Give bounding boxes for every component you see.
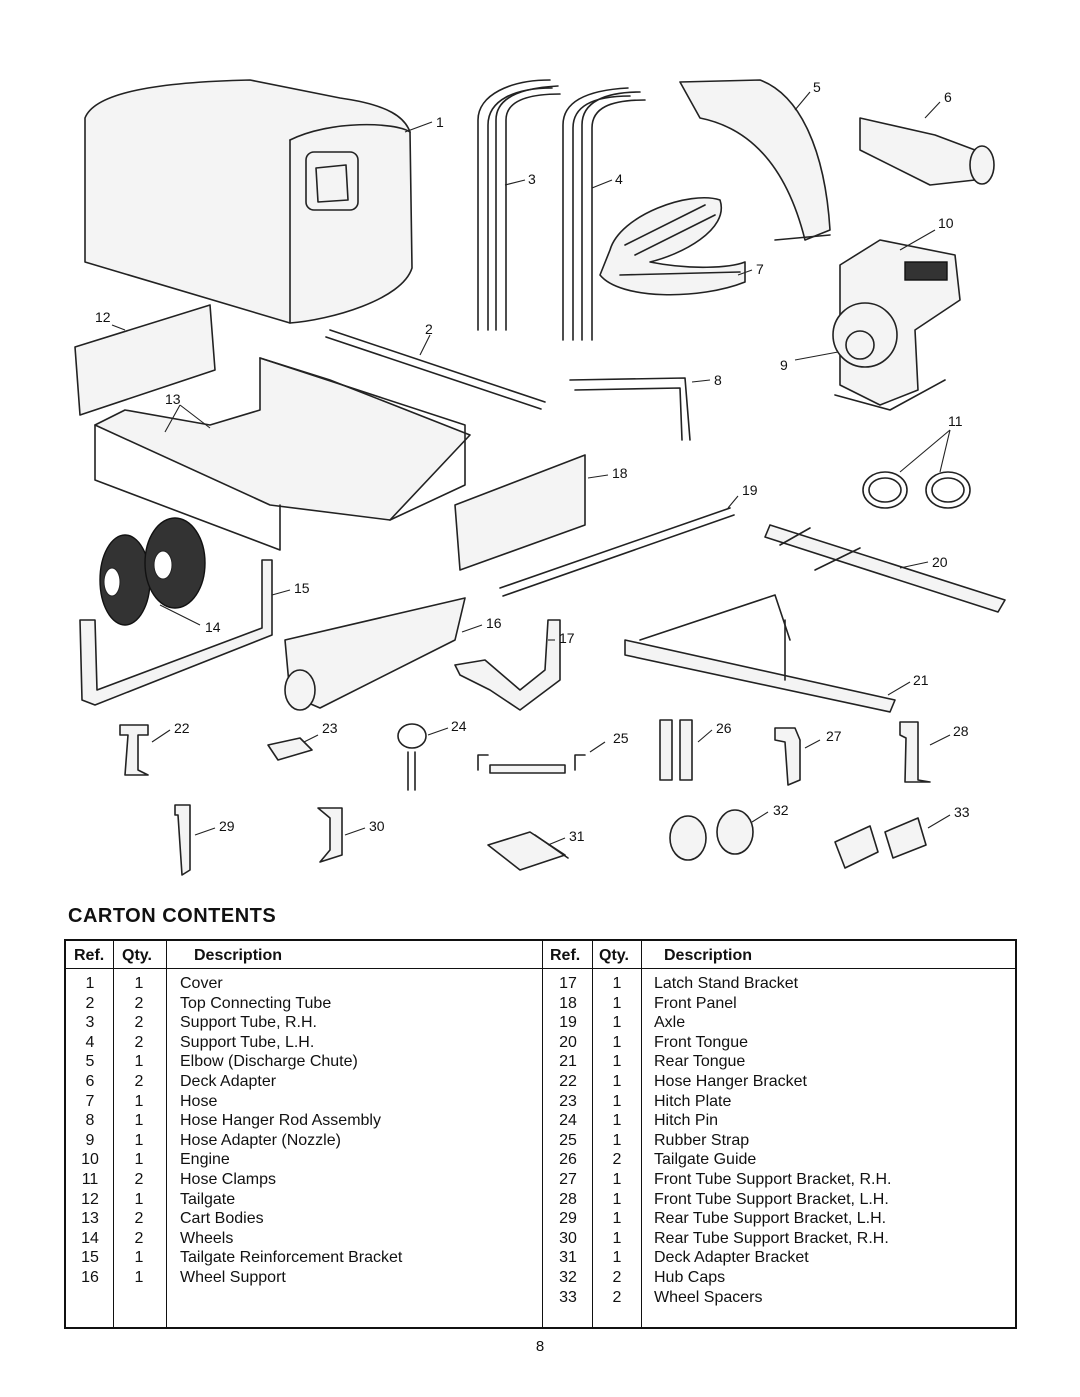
qty-cell: 2 — [134, 1072, 144, 1090]
description-cell: Deck Adapter — [180, 1072, 277, 1090]
callout-8: 8 — [714, 372, 722, 388]
header-rule — [66, 968, 1015, 969]
description-cell: Tailgate — [180, 1190, 236, 1208]
part-tailgate-guide — [660, 720, 692, 780]
description-cell: Hose Hanger Bracket — [654, 1072, 807, 1090]
ref-cell: 6 — [85, 1072, 95, 1090]
part-hitch-pin — [398, 724, 426, 790]
ref-cell: 27 — [559, 1170, 577, 1188]
callout-23: 23 — [322, 720, 338, 736]
description-cell: Hose Adapter (Nozzle) — [180, 1131, 341, 1149]
part-front-tongue — [765, 525, 1005, 612]
description-cell: Support Tube, L.H. — [180, 1033, 315, 1051]
ref-cell: 31 — [559, 1249, 577, 1267]
ref-cell: 28 — [559, 1190, 577, 1208]
part-cover — [85, 80, 412, 323]
description-column-right — [654, 974, 1009, 1307]
qty-cell: 1 — [134, 1092, 144, 1110]
qty-cell: 1 — [612, 994, 622, 1012]
qty-cell: 2 — [134, 1170, 144, 1188]
description-cell: Front Tube Support Bracket, R.H. — [654, 1170, 892, 1188]
part-rear-tube-bracket-rh — [318, 808, 342, 862]
part-front-tube-bracket-rh — [775, 728, 800, 785]
ref-cell: 4 — [85, 1033, 95, 1051]
qty-cell: 2 — [612, 1288, 622, 1306]
ref-cell: 10 — [81, 1151, 99, 1169]
description-cell: Rubber Strap — [654, 1131, 750, 1149]
description-cell: Rear Tongue — [654, 1053, 746, 1071]
part-engine — [833, 240, 960, 410]
callout-10: 10 — [938, 215, 954, 231]
ref-cell: 19 — [559, 1014, 577, 1032]
description-cell: Cart Bodies — [180, 1210, 264, 1228]
callout-29: 29 — [219, 818, 235, 834]
ref-cell: 5 — [85, 1053, 95, 1071]
part-wheel-spacers — [835, 818, 926, 868]
callout-2: 2 — [425, 321, 433, 337]
ref-cell: 12 — [81, 1190, 99, 1208]
description-cell: Latch Stand Bracket — [654, 975, 799, 992]
description-column-left — [180, 974, 536, 1288]
description-cell: Rear Tube Support Bracket, L.H. — [654, 1210, 887, 1228]
part-hose-hanger-rod — [570, 378, 690, 440]
qty-cell: 1 — [134, 1112, 144, 1130]
part-rear-tube-bracket-lh — [175, 805, 190, 875]
ref-cell: 9 — [85, 1131, 95, 1149]
qty-cell: 2 — [134, 1014, 144, 1032]
description-cell: Tailgate Guide — [654, 1151, 757, 1169]
header-description-right: Description — [664, 947, 753, 964]
callout-27: 27 — [826, 728, 842, 744]
page-number: 8 — [535, 1338, 545, 1355]
callout-28: 28 — [953, 723, 969, 739]
qty-cell: 2 — [134, 1033, 144, 1051]
part-hose-clamps — [863, 472, 970, 508]
description-cell: Wheel Support — [180, 1268, 286, 1286]
callout-15: 15 — [294, 580, 310, 596]
qty-cell: 2 — [134, 994, 144, 1012]
ref-cell: 23 — [559, 1092, 577, 1110]
qty-cell: 1 — [612, 1210, 622, 1228]
ref-cell: 1 — [85, 975, 95, 992]
ref-cell: 11 — [81, 1170, 99, 1188]
description-cell: Tailgate Reinforcement Bracket — [180, 1249, 403, 1267]
description-cell: Hub Caps — [654, 1268, 726, 1286]
ref-cell: 18 — [559, 994, 577, 1012]
qty-cell: 1 — [612, 1131, 622, 1149]
description-cell: Front Panel — [654, 994, 737, 1012]
qty-cell: 1 — [612, 1229, 622, 1247]
qty-cell: 1 — [134, 975, 144, 992]
qty-column-left — [116, 974, 162, 1288]
qty-cell: 1 — [612, 1249, 622, 1267]
ref-cell: 15 — [81, 1249, 99, 1267]
ref-cell: 30 — [559, 1229, 577, 1247]
callout-4: 4 — [615, 171, 623, 187]
col-rule — [113, 941, 114, 1327]
description-cell: Front Tube Support Bracket, L.H. — [654, 1190, 889, 1208]
callout-3: 3 — [528, 171, 536, 187]
qty-cell: 1 — [612, 1170, 622, 1188]
callout-14: 14 — [205, 619, 221, 635]
callout-33: 33 — [954, 804, 970, 820]
callout-11: 11 — [948, 413, 963, 429]
description-cell: Cover — [180, 975, 223, 992]
qty-cell: 2 — [134, 1229, 144, 1247]
qty-cell: 1 — [612, 1053, 622, 1071]
part-rear-tongue — [625, 595, 895, 712]
carton-contents-table — [64, 939, 1017, 1329]
header-ref-left: Ref. — [74, 947, 105, 964]
callout-7: 7 — [756, 261, 764, 277]
ref-cell: 26 — [559, 1151, 577, 1169]
description-cell: Hose Clamps — [180, 1170, 277, 1188]
section-title: CARTON CONTENTS — [68, 905, 277, 927]
col-rule — [592, 941, 593, 1327]
callout-22: 22 — [174, 720, 190, 736]
qty-cell: 1 — [612, 1190, 622, 1208]
description-cell: Wheel Spacers — [654, 1288, 763, 1306]
ref-cell: 17 — [559, 975, 577, 992]
ref-cell: 29 — [559, 1210, 577, 1228]
description-cell: Hose Hanger Rod Assembly — [180, 1112, 381, 1130]
callout-20: 20 — [932, 554, 948, 570]
col-rule — [542, 941, 543, 1327]
callout-30: 30 — [369, 818, 385, 834]
ref-cell: 13 — [81, 1210, 99, 1228]
ref-cell: 16 — [81, 1268, 99, 1286]
ref-column-left — [70, 974, 110, 1288]
part-wheels — [100, 518, 205, 625]
ref-cell: 8 — [85, 1112, 95, 1130]
ref-cell: 2 — [85, 994, 95, 1012]
qty-cell: 1 — [134, 1053, 144, 1071]
part-latch-stand-bracket — [455, 620, 560, 710]
qty-cell: 1 — [134, 1131, 144, 1149]
ref-cell: 7 — [85, 1092, 95, 1110]
qty-cell: 1 — [612, 1033, 622, 1051]
qty-cell: 1 — [612, 975, 622, 992]
qty-cell: 1 — [134, 1268, 144, 1286]
qty-cell: 1 — [612, 1092, 622, 1110]
part-rubber-strap — [478, 755, 585, 773]
qty-column-right — [595, 974, 639, 1307]
description-cell: Front Tongue — [654, 1033, 748, 1051]
callout-12: 12 — [95, 309, 111, 325]
qty-cell: 1 — [612, 1014, 622, 1032]
callout-16: 16 — [486, 615, 502, 631]
callout-32: 32 — [773, 802, 789, 818]
callout-18: 18 — [612, 465, 628, 481]
ref-cell: 22 — [559, 1072, 577, 1090]
callout-17: 17 — [559, 630, 575, 646]
part-hub-caps — [670, 810, 753, 860]
description-cell: Axle — [654, 1014, 686, 1032]
qty-cell: 2 — [612, 1268, 622, 1286]
callout-21: 21 — [913, 672, 929, 688]
callout-24: 24 — [451, 718, 467, 734]
ref-cell: 24 — [559, 1112, 577, 1130]
description-cell: Elbow (Discharge Chute) — [180, 1053, 358, 1071]
callout-19: 19 — [742, 482, 758, 498]
ref-cell: 20 — [559, 1033, 577, 1051]
part-hose — [600, 198, 745, 295]
qty-cell: 1 — [134, 1151, 144, 1169]
callout-25: 25 — [613, 730, 629, 746]
description-cell: Hose — [180, 1092, 218, 1110]
col-rule — [641, 941, 642, 1327]
ref-cell: 32 — [559, 1268, 577, 1286]
callout-26: 26 — [716, 720, 732, 736]
ref-cell: 25 — [559, 1131, 577, 1149]
qty-cell: 2 — [134, 1210, 144, 1228]
callout-13: 13 — [165, 391, 181, 407]
qty-cell: 1 — [134, 1190, 144, 1208]
description-cell: Deck Adapter Bracket — [654, 1249, 809, 1267]
description-cell: Wheels — [180, 1229, 234, 1247]
header-description-left: Description — [194, 947, 283, 964]
description-cell: Engine — [180, 1151, 230, 1169]
callout-9: 9 — [780, 357, 788, 373]
part-front-panel — [455, 455, 585, 570]
part-support-tube-rh — [478, 80, 560, 330]
ref-cell: 33 — [559, 1288, 577, 1306]
description-cell: Hitch Pin — [654, 1112, 719, 1130]
col-rule — [166, 941, 167, 1327]
description-cell: Rear Tube Support Bracket, R.H. — [654, 1229, 889, 1247]
header-ref-right: Ref. — [550, 947, 581, 964]
part-support-tube-lh — [563, 88, 645, 340]
callout-6: 6 — [944, 89, 952, 105]
part-deck-adapter — [860, 118, 994, 185]
ref-cell: 3 — [85, 1014, 95, 1032]
part-hose-hanger-bracket — [120, 725, 148, 775]
callout-5: 5 — [813, 79, 821, 95]
ref-cell: 21 — [559, 1053, 577, 1071]
ref-cell: 14 — [81, 1229, 99, 1247]
callout-1: 1 — [436, 114, 444, 130]
header-qty-right: Qty. — [599, 947, 629, 964]
callout-31: 31 — [569, 828, 585, 844]
description-cell: Top Connecting Tube — [180, 994, 332, 1012]
qty-cell: 1 — [134, 1249, 144, 1267]
part-wheel-support — [285, 598, 465, 710]
qty-cell: 1 — [612, 1072, 622, 1090]
qty-cell: 2 — [612, 1151, 622, 1169]
description-cell: Support Tube, R.H. — [180, 1014, 317, 1032]
qty-cell: 1 — [612, 1112, 622, 1130]
part-front-tube-bracket-lh — [900, 722, 930, 782]
description-cell: Hitch Plate — [654, 1092, 732, 1110]
header-qty-left: Qty. — [122, 947, 152, 964]
ref-column-right — [546, 974, 590, 1307]
part-deck-adapter-bracket — [488, 832, 568, 870]
